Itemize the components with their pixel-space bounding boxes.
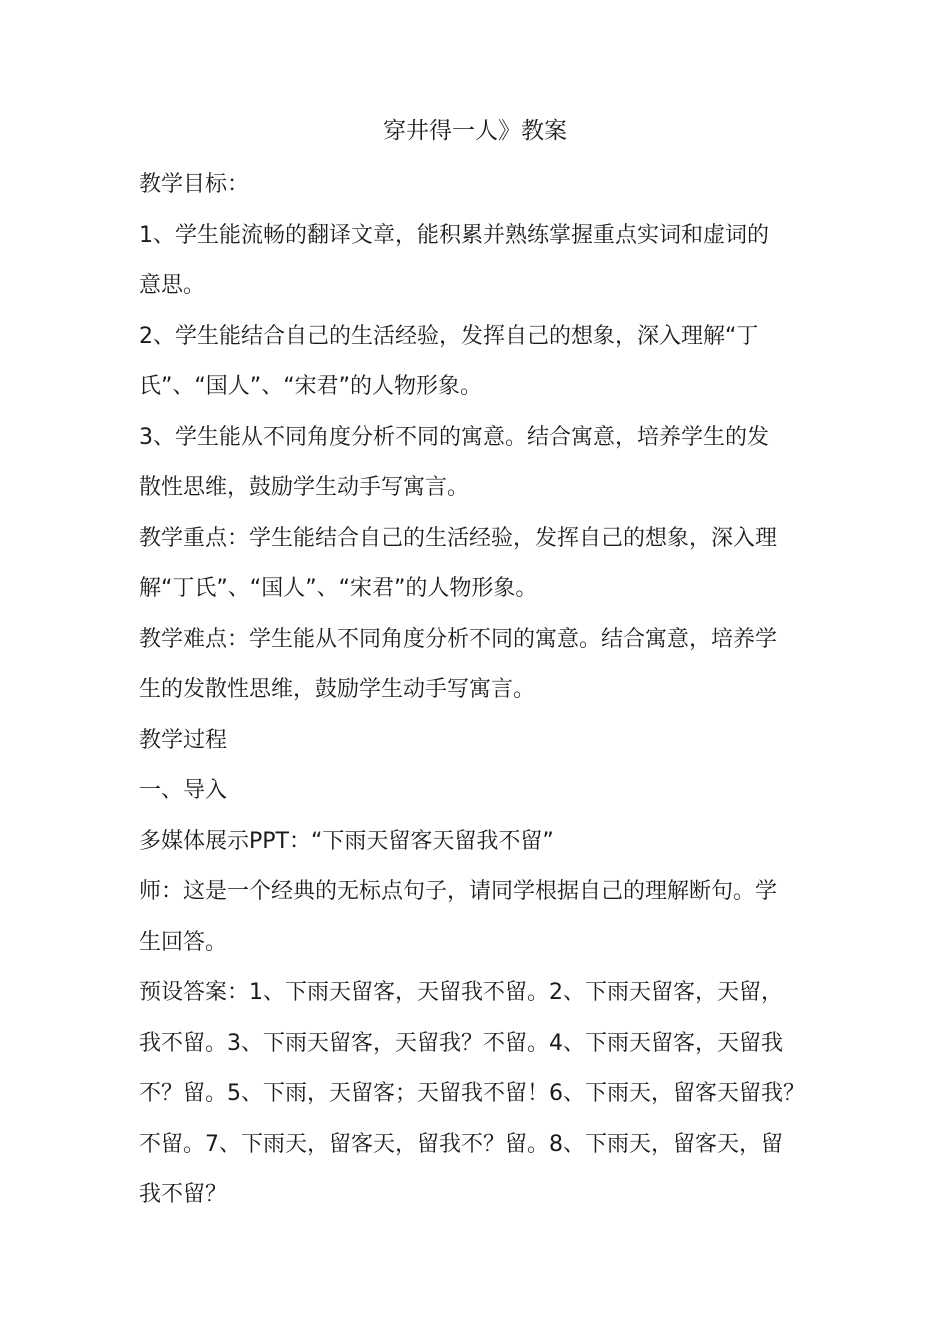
text-line: 氏”、“国人”、“宋君”的人物形象。 [139,374,482,399]
document-title: 穿井得一人》教案 [383,118,567,144]
document-body [139,160,839,1221]
text-line: 教学重点：学生能结合自己的生活经验，发挥自己的想象，深入理 [139,525,778,551]
text-line: 2、学生能结合自己的生活经验，发挥自己的想象，深入理解“丁 [139,323,759,349]
text-line: 我不留。3、下雨天留客，天留我？不留。4、下雨天留客，天留我 [139,1030,783,1056]
text-line: 生回答。 [139,929,228,955]
key-point [139,514,839,615]
preset-answers [139,968,839,1221]
objectives-heading [139,160,839,211]
text-line: 不留。7、下雨天，留客天，留我不？留。8、下雨天，留客天，留 [139,1131,783,1157]
text-line: 预设答案：1、下雨天留客，天留我不留。2、下雨天留客，天留， [139,980,783,1005]
objective-3 [139,413,839,514]
text-line: 教学过程 [139,727,228,753]
text-line: 多媒体展示PPT：“下雨天留客天留我不留” [139,828,554,854]
ppt-display [139,817,839,868]
text-line: 解“丁氏”、“国人”、“宋君”的人物形象。 [139,576,538,601]
text-line: 师：这是一个经典的无标点句子，请同学根据自己的理解断句。学 [139,879,778,904]
objective-2 [139,312,839,413]
section-1-heading [139,766,839,817]
text-line: 3、学生能从不同角度分析不同的寓意。结合寓意，培养学生的发 [139,424,769,450]
text-line: 教学目标： [139,172,250,197]
text-line: 1、学生能流畅的翻译文章，能积累并熟练掌握重点实词和虚词的 [139,222,769,248]
text-line: 生的发散性思维，鼓励学生动手写寓言。 [139,677,536,702]
text-line: 教学难点：学生能从不同角度分析不同的寓意。结合寓意，培养学 [139,626,778,652]
teacher-prompt [139,867,839,968]
text-line: 一、导入 [139,778,228,803]
text-line: 我不留？ [139,1182,228,1207]
process-heading [139,716,839,767]
text-line: 不？留。5、下雨，天留客；天留我不留！6、下雨天，留客天留我？ [139,1081,805,1106]
text-line: 散性思维，鼓励学生动手写寓言。 [139,475,470,500]
objective-1 [139,211,839,312]
text-line: 意思。 [139,273,206,298]
difficult-point [139,615,839,716]
